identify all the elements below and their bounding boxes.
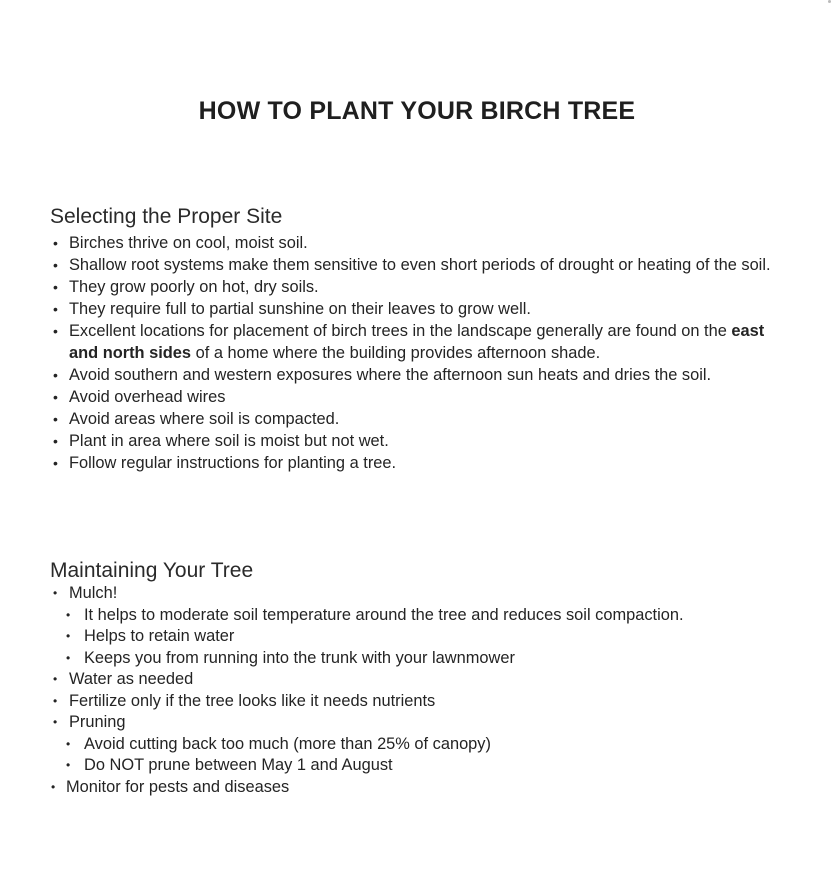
sub-list-item: • Do NOT prune between May 1 and August <box>50 755 810 777</box>
list-item: • Monitor for pests and diseases <box>50 777 810 799</box>
section-heading-maintaining: Maintaining Your Tree <box>50 559 254 582</box>
list-item: • Water as needed <box>50 669 810 691</box>
section-heading-site: Selecting the Proper Site <box>50 205 283 228</box>
sub-list-item: • Avoid cutting back too much (more than 25% of canopy) <box>50 734 810 756</box>
list-item <box>50 320 790 364</box>
maintaining-list <box>50 583 810 798</box>
page-title: HOW TO PLANT YOUR BIRCH TREE <box>198 97 636 125</box>
list-item: • Plant in area where soil is moist but not wet. <box>50 430 790 452</box>
list-item: • Birches thrive on cool, moist soil. <box>50 232 790 254</box>
list-item-text: of a home where the building provides afternoon shade. <box>191 344 601 362</box>
scan-speck <box>828 0 831 3</box>
list-item: • Shallow root systems make them sensitive to even short periods of drought or heating of the soil. <box>50 254 790 276</box>
list-item: • Pruning <box>50 712 810 734</box>
emphasis-text: east and north sides <box>69 322 765 362</box>
list-item: • Avoid southern and western exposures where the afternoon sun heats and dries the soil. <box>50 364 790 386</box>
list-item: • Avoid overhead wires <box>50 386 790 408</box>
sub-list-item: • It helps to moderate soil temperature around the tree and reduces soil compaction. <box>50 605 810 627</box>
list-item: • Avoid areas where soil is compacted. <box>50 408 790 430</box>
list-item: • Fertilize only if the tree looks like it needs nutrients <box>50 691 810 713</box>
list-item-text: Excellent locations for placement of birch trees in the landscape generally are found on the <box>69 322 732 340</box>
list-item: • They require full to partial sunshine on their leaves to grow well. <box>50 298 790 320</box>
list-item: • Follow regular instructions for planting a tree. <box>50 452 790 474</box>
sub-list-item: • Keeps you from running into the trunk with your lawnmower <box>50 648 810 670</box>
list-item: • They grow poorly on hot, dry soils. <box>50 276 790 298</box>
list-item: • Mulch! <box>50 583 810 605</box>
site-list <box>50 232 790 474</box>
sub-list-item: • Helps to retain water <box>50 626 810 648</box>
